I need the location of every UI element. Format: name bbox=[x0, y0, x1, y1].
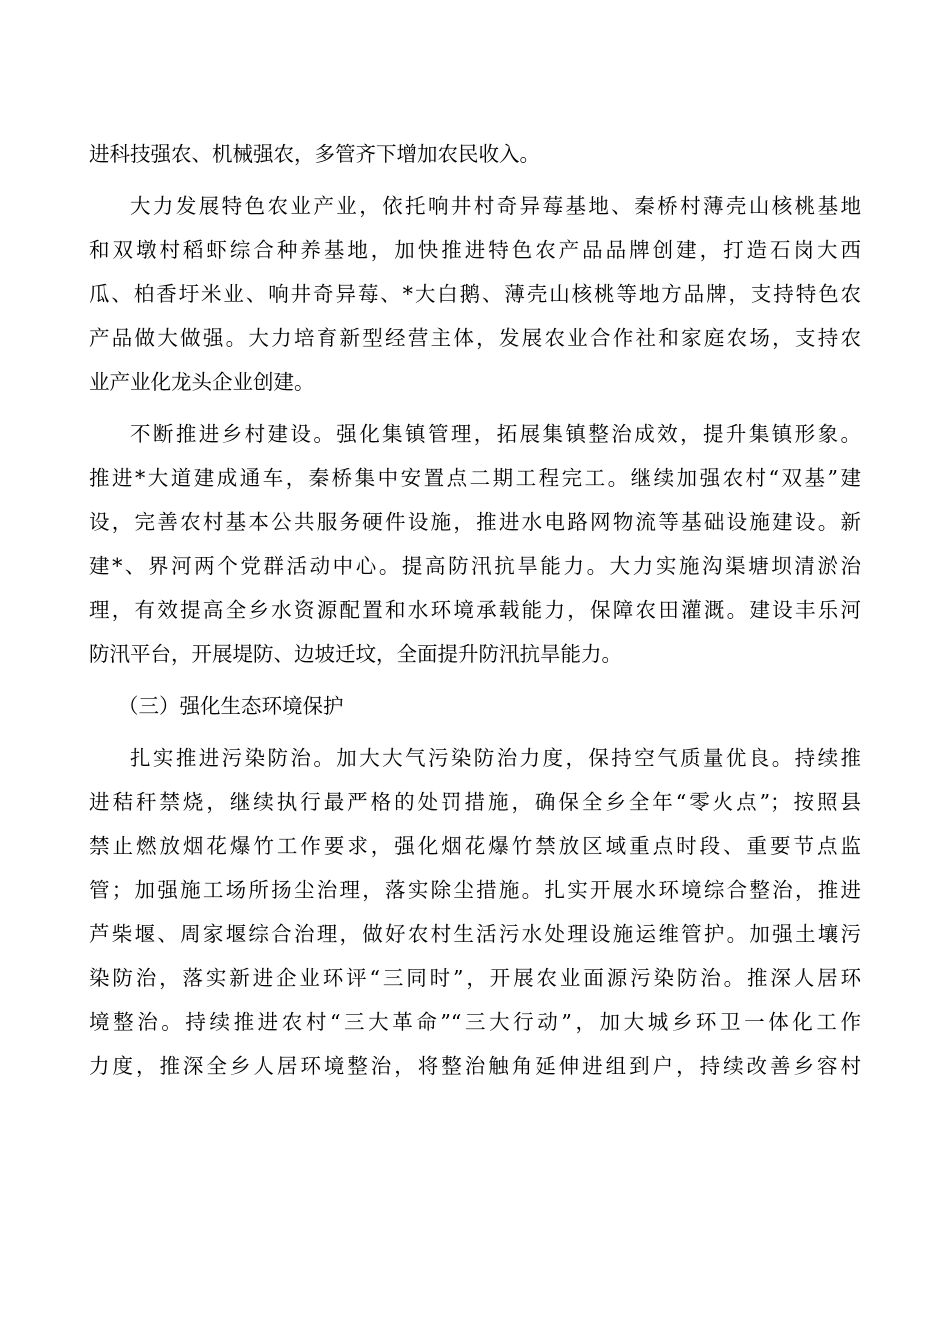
text-line: 管；加强施工场所扬尘治理，落实除尘措施。扎实开展水环境综合整治，推进 bbox=[89, 878, 861, 902]
text-line: 大力发展特色农业产业，依托响井村奇异莓基地、秦桥村薄壳山核桃基地 bbox=[130, 194, 861, 218]
text-line: 瓜、柏香圩米业、响井奇异莓、*大白鹅、薄壳山核桃等地方品牌，支持特色农 bbox=[89, 282, 861, 306]
text-line: 建*、界河两个党群活动中心。提高防汛抗旱能力。大力实施沟渠塘坝清淤治 bbox=[89, 554, 861, 578]
document-body bbox=[89, 132, 861, 1096]
text-line: 力度，推深全乡人居环境整治，将整治触角延伸进组到户，持续改善乡容村 bbox=[89, 1054, 861, 1078]
text-line: 境整治。持续推进农村“三大革命”“三大行动”，加大城乡环卫一体化工作 bbox=[89, 1010, 861, 1034]
text-line: 扎实推进污染防治。加大大气污染防治力度，保持空气质量优良。持续推 bbox=[130, 746, 861, 770]
text-line: 禁止燃放烟花爆竹工作要求，强化烟花爆竹禁放区域重点时段、重要节点监 bbox=[89, 834, 861, 858]
text-line: 进科技强农、机械强农，多管齐下增加农民收入。 bbox=[89, 142, 540, 166]
text-line: 和双墩村稻虾综合种养基地，加快推进特色农产品品牌创建，打造石岗大西 bbox=[89, 238, 861, 262]
body-paragraph bbox=[89, 184, 861, 404]
text-line: 设，完善农村基本公共服务硬件设施，推进水电路网物流等基础设施建设。新 bbox=[89, 510, 861, 534]
text-line: 产品做大做强。大力培育新型经营主体，发展农业合作社和家庭农场，支持农 bbox=[89, 326, 861, 350]
text-line: （三）强化生态环境保护 bbox=[118, 694, 344, 718]
body-paragraph bbox=[89, 736, 861, 1088]
section-heading bbox=[89, 684, 861, 728]
body-paragraph bbox=[89, 412, 861, 676]
text-line: 染防治，落实新进企业环评“三同时”，开展农业面源污染防治。推深人居环 bbox=[89, 966, 861, 990]
text-line: 芦柴堰、周家堰综合治理，做好农村生活污水处理设施运维管护。加强土壤污 bbox=[89, 922, 861, 946]
text-line: 理，有效提高全乡水资源配置和水环境承载能力，保障农田灌溉。建设丰乐河 bbox=[89, 598, 861, 622]
text-line: 业产业化龙头企业创建。 bbox=[89, 370, 315, 394]
continuation-paragraph bbox=[89, 132, 861, 176]
text-line: 不断推进乡村建设。强化集镇管理，拓展集镇整治成效，提升集镇形象。 bbox=[130, 422, 861, 446]
text-line: 进秸秆禁烧，继续执行最严格的处罚措施，确保全乡全年“零火点”；按照县 bbox=[89, 790, 861, 814]
text-line: 推进*大道建成通车，秦桥集中安置点二期工程完工。继续加强农村“双基”建 bbox=[89, 466, 861, 490]
text-line: 防汛平台，开展堤防、边坡迁坟，全面提升防汛抗旱能力。 bbox=[89, 642, 622, 666]
